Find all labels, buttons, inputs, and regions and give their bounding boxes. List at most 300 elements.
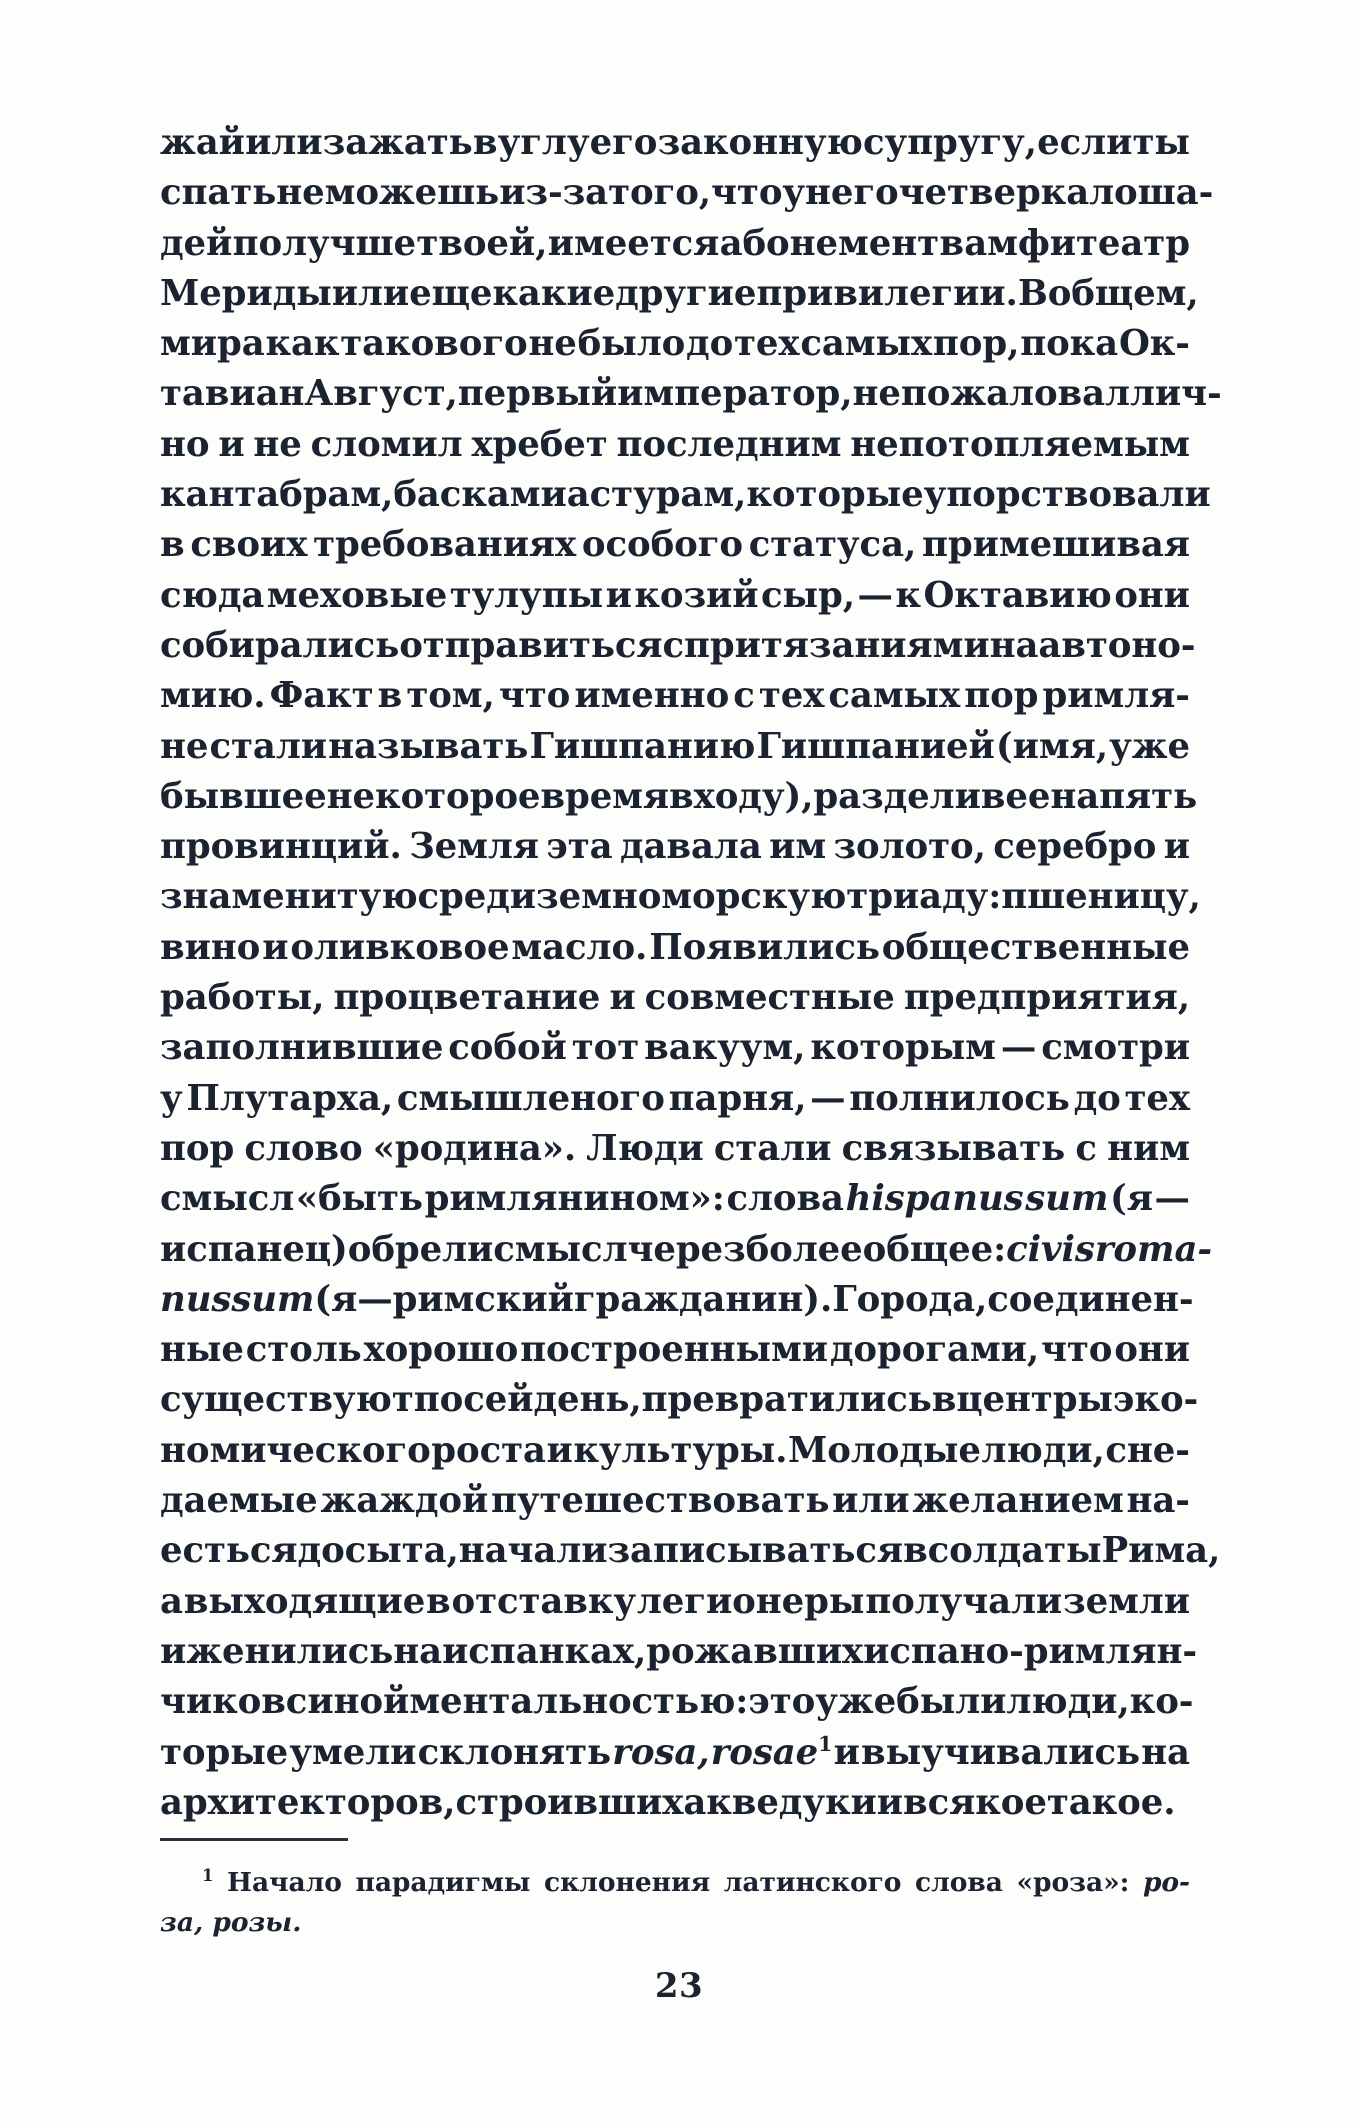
body-word: соединен- xyxy=(987,1278,1194,1320)
body-word: эта xyxy=(546,826,613,868)
body-word: выучивались xyxy=(861,1731,1140,1773)
body-word: сне- xyxy=(1105,1429,1190,1471)
body-line xyxy=(160,1627,1198,1677)
body-word: Города, xyxy=(832,1278,988,1320)
body-word: знаменитую xyxy=(160,876,418,918)
body-word: супругу, xyxy=(863,122,1037,163)
footnote-segment: Начало парадигмы склонения латинского слова «роза»: xyxy=(227,1867,1143,1898)
body-word: у xyxy=(160,1077,183,1119)
body-word: торые xyxy=(160,1731,289,1773)
footnote-block xyxy=(160,1838,1190,1943)
body-word: получали xyxy=(865,1580,1063,1622)
body-word: именно xyxy=(574,675,730,717)
body-word: отправиться xyxy=(399,624,663,666)
body-word: чиков xyxy=(160,1681,286,1723)
body-word: золото, xyxy=(833,826,986,868)
body-word: ные xyxy=(160,1329,244,1371)
body-word: жай xyxy=(160,122,245,163)
body-word: меховые xyxy=(266,574,448,616)
body-word: и xyxy=(609,977,636,1019)
body-word: тех xyxy=(734,323,800,365)
body-word: называть xyxy=(328,725,529,767)
body-word: четверка xyxy=(898,172,1090,214)
body-word: или xyxy=(331,272,410,314)
body-word: зажать xyxy=(322,122,473,163)
body-word: — xyxy=(810,1077,846,1119)
body-word: не xyxy=(852,373,901,415)
body-word: тех xyxy=(1124,1077,1190,1119)
body-word: с xyxy=(285,1681,308,1723)
body-word: автоно- xyxy=(1038,624,1196,666)
footnote-text xyxy=(160,1863,1190,1943)
body-word: и xyxy=(160,1630,187,1672)
body-word: через xyxy=(627,1228,746,1270)
body-word: даемые xyxy=(160,1480,318,1522)
body-word: пор xyxy=(964,675,1039,717)
body-word: что xyxy=(498,675,571,717)
body-word: земли xyxy=(1063,1580,1190,1622)
body-word: том, xyxy=(406,675,495,717)
body-word: в xyxy=(472,122,498,163)
body-word: и xyxy=(1163,826,1190,868)
body-word: солдаты xyxy=(927,1530,1102,1572)
body-word: его xyxy=(589,122,658,163)
body-word: ментальностью: xyxy=(409,1681,749,1723)
body-word: уже xyxy=(1109,725,1190,767)
body-line xyxy=(160,973,1190,1023)
body-word: император, xyxy=(617,373,853,415)
body-word: начали xyxy=(458,1530,608,1572)
body-word: архитекторов, xyxy=(160,1781,456,1823)
body-word: на- xyxy=(1126,1480,1190,1522)
body-word: серебро xyxy=(993,826,1157,868)
body-word: масло. xyxy=(511,926,648,968)
body-word: козий xyxy=(634,574,759,616)
body-line xyxy=(160,369,1222,419)
body-word: смысл xyxy=(493,1228,628,1270)
body-line xyxy=(160,1074,1190,1124)
body-word: дорогами, xyxy=(829,1329,1040,1371)
body-word: него xyxy=(805,172,899,214)
page-number: 23 xyxy=(654,1966,704,2006)
body-line xyxy=(160,1375,1199,1425)
body-word: сей xyxy=(463,1379,534,1421)
body-word: на xyxy=(1050,775,1100,817)
body-word: «родина». xyxy=(372,1127,577,1169)
body-word: из-за xyxy=(499,172,609,214)
body-word: непотопляемым xyxy=(850,423,1190,465)
body-word: провинций. xyxy=(160,826,402,868)
body-word: еще xyxy=(409,272,493,314)
body-word: самых xyxy=(800,323,933,365)
body-word: римский xyxy=(392,1278,574,1320)
body-word: а xyxy=(160,1580,183,1622)
body-word: пока xyxy=(1020,323,1119,365)
body-word: абонемент xyxy=(719,222,939,264)
body-word: в xyxy=(939,222,964,264)
body-line xyxy=(160,671,1190,721)
body-word: такового xyxy=(340,323,528,365)
body-word: «быть xyxy=(295,1178,423,1220)
body-word: эко- xyxy=(1112,1379,1199,1421)
body-word: пожаловал xyxy=(900,373,1130,415)
body-word: в xyxy=(669,775,694,817)
body-text-column xyxy=(160,118,1222,1828)
body-word: построенными xyxy=(520,1329,828,1371)
body-word: ходу), xyxy=(693,775,814,817)
body-line xyxy=(160,1526,1221,1576)
body-word: амфитеатр xyxy=(964,222,1190,264)
footnote-number: 1 xyxy=(202,1866,214,1886)
body-line xyxy=(160,168,1214,218)
body-word: мию. xyxy=(160,675,266,717)
body-word: культуры. xyxy=(573,1429,788,1471)
body-word: парня, xyxy=(668,1077,807,1119)
body-word: умели xyxy=(289,1731,417,1773)
body-word: — xyxy=(857,574,893,616)
body-line xyxy=(160,1577,1190,1627)
body-word: это xyxy=(748,1681,816,1723)
body-word: вакуум, xyxy=(644,1027,806,1069)
body-word: — xyxy=(357,1278,393,1320)
body-word: как xyxy=(265,323,340,365)
body-word: пшеницу, xyxy=(1001,876,1201,918)
body-word: записываться xyxy=(607,1530,904,1572)
body-word: статуса, xyxy=(748,524,917,566)
body-word: столь xyxy=(245,1329,362,1371)
body-word: они xyxy=(1114,1329,1190,1371)
body-line xyxy=(160,1677,1194,1727)
body-word: им xyxy=(769,826,827,868)
body-line xyxy=(160,219,1190,269)
body-word: Август, xyxy=(304,373,458,415)
body-word: заполнившие xyxy=(160,1027,444,1069)
body-word: которым xyxy=(810,1027,996,1069)
body-line xyxy=(160,722,1190,772)
body-word: с xyxy=(1075,1127,1097,1169)
body-word: Люди xyxy=(586,1127,704,1169)
body-word: легионеры xyxy=(636,1580,865,1622)
footnote-separator-rule xyxy=(160,1838,348,1841)
body-word: твоей, xyxy=(416,222,548,264)
body-word: в xyxy=(160,524,185,566)
body-word: акведуки xyxy=(683,1781,877,1823)
footnote-segment: за, розы. xyxy=(160,1907,302,1938)
body-line xyxy=(160,872,1201,922)
body-word: люди, xyxy=(1006,1681,1130,1723)
body-word: Земля xyxy=(409,826,539,868)
body-line xyxy=(160,1426,1190,1476)
body-word: смышленого xyxy=(396,1077,665,1119)
body-line xyxy=(160,1728,1190,1778)
body-word: хорошо xyxy=(363,1329,519,1371)
body-word: что xyxy=(1041,1329,1113,1371)
body-word: законную xyxy=(657,122,863,163)
body-line xyxy=(160,1023,1190,1073)
body-word: на xyxy=(989,624,1039,666)
body-word: кантабрам, xyxy=(160,474,394,516)
body-word: особого xyxy=(581,524,743,566)
body-word: жаждой xyxy=(320,1480,489,1522)
body-word: сюда xyxy=(160,574,265,616)
body-word: римлянином»: xyxy=(424,1178,725,1220)
body-word: вино xyxy=(160,926,261,968)
body-word: испано-римлян- xyxy=(863,1630,1198,1672)
body-word: существуют xyxy=(160,1379,414,1421)
body-word: не xyxy=(253,423,302,465)
body-word: иной xyxy=(307,1681,410,1723)
body-word: последним xyxy=(616,423,842,465)
body-word: Плутарха, xyxy=(186,1077,394,1119)
body-word: предприятия, xyxy=(903,977,1190,1019)
body-word: день, xyxy=(533,1379,642,1421)
body-word: civis xyxy=(1006,1228,1095,1270)
body-line xyxy=(160,822,1190,872)
body-word: в xyxy=(931,1379,957,1421)
body-word: выходящие xyxy=(183,1580,426,1622)
body-line xyxy=(160,571,1190,621)
body-word: или xyxy=(832,1480,910,1522)
body-word: слова xyxy=(726,1178,844,1220)
body-word: собой xyxy=(448,1027,567,1069)
body-word: номического xyxy=(160,1429,431,1471)
body-word: до xyxy=(1073,1077,1121,1119)
body-word: требованиях xyxy=(313,524,577,566)
body-word: sum xyxy=(231,1278,315,1320)
body-word: такое. xyxy=(1046,1781,1176,1823)
body-word: хребет xyxy=(471,423,608,465)
body-word: общественные xyxy=(881,926,1190,968)
body-word: Гишпанией xyxy=(756,725,995,767)
body-line xyxy=(160,1275,1194,1325)
body-word: что xyxy=(711,172,783,214)
body-line xyxy=(160,621,1196,671)
body-word: первый xyxy=(457,373,618,415)
body-word: в xyxy=(377,675,403,717)
body-word: если xyxy=(1037,122,1133,163)
body-word: пор xyxy=(160,1127,235,1169)
body-word: разделив xyxy=(813,775,1006,817)
body-word: hispanus xyxy=(845,1178,1024,1220)
body-word: и xyxy=(262,926,289,968)
body-word: общее: xyxy=(862,1228,1007,1270)
body-word: ним xyxy=(1107,1127,1190,1169)
body-word: пор, xyxy=(932,323,1020,365)
body-word: не xyxy=(276,172,325,214)
body-word: есться xyxy=(160,1530,298,1572)
body-word: процветание xyxy=(333,977,601,1019)
body-word: притязаниями xyxy=(684,624,990,666)
body-word: — xyxy=(1154,1178,1190,1220)
body-line xyxy=(160,1174,1190,1224)
body-word: обрели xyxy=(347,1228,494,1270)
body-word: roma- xyxy=(1094,1228,1212,1270)
body-word: не xyxy=(528,323,577,365)
body-line xyxy=(160,470,1211,520)
body-word: до xyxy=(686,323,734,365)
body-word: стали xyxy=(713,1127,832,1169)
body-word: путешествовать xyxy=(491,1480,830,1522)
body-word: ко- xyxy=(1129,1681,1194,1723)
body-word: того, xyxy=(608,172,712,214)
body-word: (я xyxy=(314,1278,358,1320)
body-word: стали xyxy=(209,725,327,767)
body-word: было xyxy=(577,323,686,365)
body-word: полнилось xyxy=(849,1077,1070,1119)
body-word: и xyxy=(218,423,245,465)
body-word: римля- xyxy=(1042,675,1190,717)
body-line xyxy=(160,520,1190,570)
body-word: время xyxy=(540,775,670,817)
body-word: тот xyxy=(571,1027,640,1069)
body-word: связывать xyxy=(841,1127,1066,1169)
body-word: желанием xyxy=(912,1480,1124,1522)
body-line xyxy=(160,1778,1190,1828)
body-word: можешь xyxy=(324,172,500,214)
body-word: на xyxy=(1141,1731,1190,1773)
body-word: собирались xyxy=(160,624,400,666)
body-word: другие xyxy=(615,272,757,314)
body-word: своих xyxy=(190,524,308,566)
footnote-reference-marker: 1 xyxy=(818,1731,833,1756)
body-word: триаду: xyxy=(846,876,1002,918)
body-word: астурам, xyxy=(566,474,747,516)
body-word: тех xyxy=(758,675,825,717)
body-word: какие xyxy=(492,272,616,314)
body-word: мира xyxy=(160,323,265,365)
body-word: лоша- xyxy=(1089,172,1214,214)
body-word: бывшее xyxy=(160,775,327,817)
body-word: уже xyxy=(815,1681,897,1723)
body-word: превратились xyxy=(641,1379,932,1421)
body-word: спать xyxy=(160,172,277,214)
body-word: и xyxy=(540,474,567,516)
body-word: упорствовали xyxy=(923,474,1211,516)
body-word: sum xyxy=(1025,1178,1109,1220)
body-line xyxy=(160,923,1190,973)
body-word: самых xyxy=(828,675,961,717)
body-word: центры xyxy=(956,1379,1113,1421)
body-word: роста xyxy=(431,1429,546,1471)
body-word: дей xyxy=(160,222,233,264)
body-word: и xyxy=(876,1781,903,1823)
body-line xyxy=(160,118,1190,168)
body-word: Октавию xyxy=(923,574,1112,616)
body-word: работы, xyxy=(160,977,325,1019)
body-word: ее xyxy=(1005,775,1051,817)
body-word: были xyxy=(896,1681,1007,1723)
body-word: Появились xyxy=(649,926,880,968)
body-word: некоторое xyxy=(326,775,541,817)
body-word: строивших xyxy=(455,1781,684,1823)
body-word: в xyxy=(903,1530,928,1572)
body-word: гражданин). xyxy=(573,1278,833,1320)
body-word: Молодые xyxy=(788,1429,981,1471)
body-word: средиземноморскую xyxy=(417,876,847,918)
body-word: слово xyxy=(244,1127,363,1169)
body-word: смотри xyxy=(1041,1027,1190,1069)
body-word: тулупы xyxy=(449,574,604,616)
body-word: испанках, xyxy=(442,1630,647,1672)
body-line xyxy=(160,1124,1190,1174)
body-word: сломил xyxy=(310,423,463,465)
body-word: у xyxy=(782,172,806,214)
body-word: или xyxy=(245,122,323,163)
body-word: Рима, xyxy=(1101,1530,1221,1572)
body-word: сыр, xyxy=(761,574,855,616)
body-word: В xyxy=(1017,272,1048,314)
body-line xyxy=(160,1476,1190,1526)
body-word: — xyxy=(1000,1027,1037,1069)
body-word: склонять xyxy=(417,1731,612,1773)
body-word: ты xyxy=(1132,122,1190,163)
body-word: Мериды xyxy=(160,272,332,314)
body-word: не xyxy=(160,725,209,767)
body-word: привилегии. xyxy=(756,272,1018,314)
body-word: в xyxy=(426,1580,451,1622)
body-word: с xyxy=(733,675,755,717)
body-word: лич- xyxy=(1129,373,1222,415)
body-line xyxy=(160,1225,1212,1275)
body-word: но xyxy=(160,423,210,465)
body-word: более xyxy=(745,1228,863,1270)
body-word: и xyxy=(546,1429,573,1471)
body-word: которые xyxy=(746,474,924,516)
body-word: совместные xyxy=(644,977,895,1019)
body-word: углу xyxy=(497,122,590,163)
body-word: nus xyxy=(160,1278,232,1320)
body-word: и xyxy=(833,1731,860,1773)
body-word: рожавших xyxy=(646,1630,864,1672)
body-word: баскам xyxy=(393,474,541,516)
body-word: rosae$^1$ xyxy=(710,1731,833,1773)
body-word: Гишпанию xyxy=(529,725,756,767)
body-word: имеется xyxy=(547,222,720,264)
body-word: давала xyxy=(619,826,762,868)
body-word: Ок- xyxy=(1118,323,1190,365)
body-word: испанец) xyxy=(160,1228,348,1270)
body-word: тавиан xyxy=(160,373,305,415)
body-word: пять xyxy=(1099,775,1198,817)
body-word: оливковое xyxy=(290,926,510,968)
body-word: получше xyxy=(232,222,417,264)
body-word: досыта, xyxy=(297,1530,459,1572)
body-word: с xyxy=(662,624,685,666)
body-word: люди, xyxy=(981,1429,1105,1471)
body-word: (имя, xyxy=(995,725,1108,767)
body-line xyxy=(160,269,1199,319)
body-line xyxy=(160,1325,1190,1375)
body-word: Факт xyxy=(269,675,374,717)
body-line xyxy=(160,319,1190,369)
body-word: и xyxy=(605,574,632,616)
footnote-segment: ро- xyxy=(1142,1867,1190,1898)
body-word: смысл xyxy=(160,1178,295,1220)
body-line xyxy=(160,772,1198,822)
body-word: женились xyxy=(186,1630,394,1672)
body-word: на xyxy=(393,1630,443,1672)
body-word: отставку xyxy=(451,1580,637,1622)
body-word: rosa, xyxy=(612,1731,710,1773)
body-line xyxy=(160,420,1190,470)
body-word: примешивая xyxy=(922,524,1190,566)
body-word: они xyxy=(1114,574,1190,616)
body-paragraph xyxy=(160,118,1222,1828)
body-word: по xyxy=(413,1379,464,1421)
body-word: к xyxy=(895,574,921,616)
body-word: (я xyxy=(1110,1178,1153,1220)
body-word: общем, xyxy=(1047,272,1199,314)
